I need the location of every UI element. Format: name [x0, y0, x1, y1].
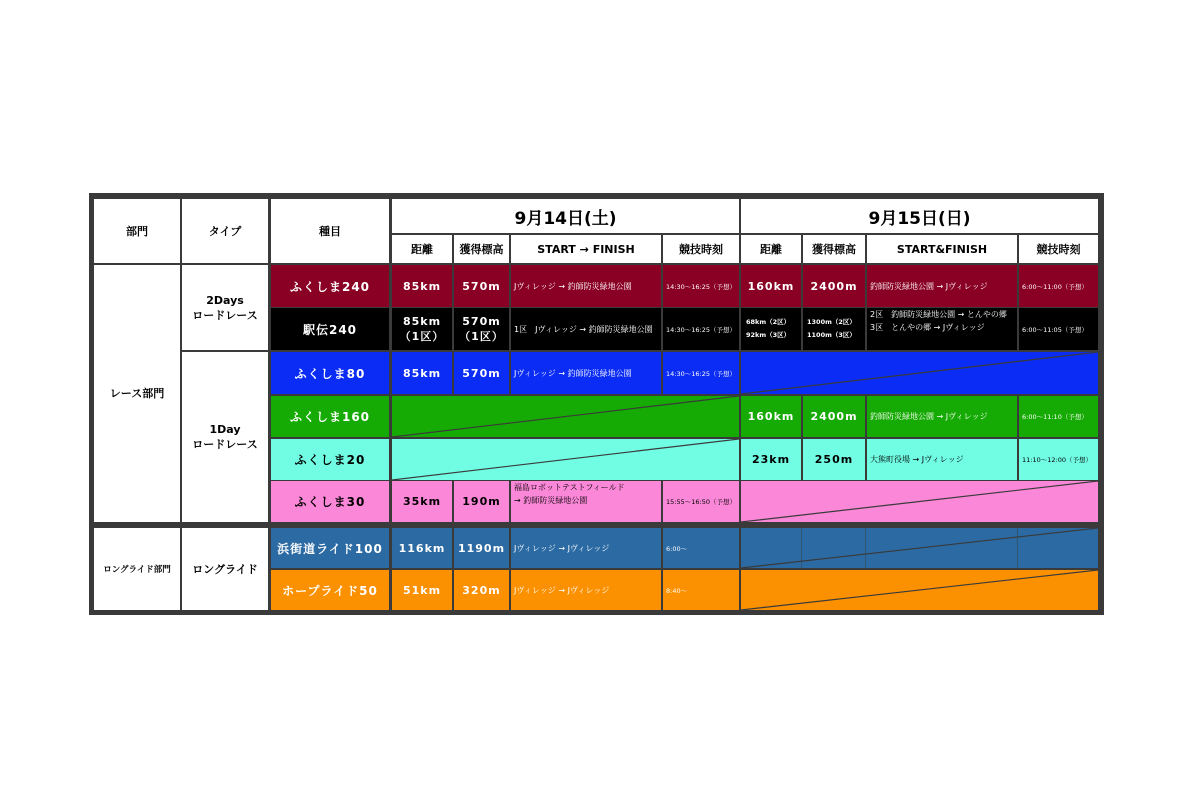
header-day2-distance: 距離 [741, 235, 801, 263]
ekiden-day1-distance [392, 308, 452, 350]
h50-day1-elevation: 320m [454, 570, 509, 610]
h100-day2-not-held [741, 528, 1098, 568]
header-day2-time: 競技時刻 [1019, 235, 1098, 263]
ekiden-day1-route: 1区 Jヴィレッジ → 釣師防災緑地公園 [511, 308, 661, 350]
f30-day1-route-start: 福島ロボットテストフィールド [514, 483, 625, 492]
header-division: 部門 [94, 199, 180, 263]
f20-day2-elevation: 250m [803, 439, 865, 480]
ekiden-day1-elevation-value: 570m [462, 315, 501, 328]
f240-day1-elevation: 570m [454, 265, 509, 307]
header-day2-date: 9月15日(日) [741, 199, 1098, 233]
f20-day1-not-held [392, 439, 739, 480]
f20-day2-distance: 23km [741, 439, 801, 480]
f20-day2-route: 大熊町役場 → Jヴィレッジ [867, 439, 1017, 480]
header-day1-date: 9月14日(土) [392, 199, 739, 233]
header-day2-route: START&FINISH [867, 235, 1017, 263]
f240-day2-route: 釣師防災緑地公園 → Jヴィレッジ [867, 265, 1017, 307]
f160-day2-route: 釣師防災緑地公園 → Jヴィレッジ [867, 396, 1017, 437]
event-fukushima80: ふくしま80 [271, 352, 389, 394]
ekiden-day2-route-leg3: 3区 とんやの郷 → Jヴィレッジ [870, 323, 985, 332]
f160-day1-not-held [392, 396, 739, 437]
event-fukushima20: ふくしま20 [271, 439, 389, 480]
header-day1-elevation: 獲得標高 [454, 235, 509, 263]
event-hope-ride50: ホープライド50 [271, 570, 389, 610]
type-1day-road-race [182, 352, 268, 522]
ekiden-day1-distance-leg: （1区） [399, 330, 445, 343]
ekiden-day2-elevation [803, 308, 865, 350]
ekiden-day2-time: 6:00〜11:05（予想） [1019, 308, 1098, 350]
h50-day2-not-held [741, 570, 1098, 610]
f240-day2-time: 6:00〜11:00（予想） [1019, 265, 1098, 307]
f30-day1-time: 15:55〜16:50（予想） [663, 481, 739, 522]
ekiden-day2-route [867, 308, 1017, 350]
ekiden-day2-distance-leg2: 68km（2区） [746, 318, 791, 326]
ekiden-day1-elevation [454, 308, 509, 350]
ekiden-day2-elevation-leg3: 1100m（3区） [807, 331, 856, 339]
ekiden-day2-elevation-leg2: 1300m（2区） [807, 318, 856, 326]
h50-day1-route: Jヴィレッジ → Jヴィレッジ [511, 570, 661, 610]
f160-day2-distance: 160km [741, 396, 801, 437]
f80-day1-distance: 85km [392, 352, 452, 394]
f80-day1-time: 14:30〜16:25（予想） [663, 352, 739, 394]
ekiden-day2-distance [741, 308, 801, 350]
type-1day-sub-label: ロードレース [192, 438, 258, 451]
ekiden-day1-time: 14:30〜16:25（予想） [663, 308, 739, 350]
f80-day1-route: Jヴィレッジ → 釣師防災緑地公園 [511, 352, 661, 394]
h100-day2-faint-divider [865, 528, 866, 568]
type-2days-road-race [182, 265, 268, 350]
f240-day1-distance: 85km [392, 265, 452, 307]
h100-day1-time: 6:00〜 [663, 528, 739, 568]
f30-day2-not-held [741, 481, 1098, 522]
event-ekiden240: 駅伝240 [271, 308, 389, 350]
h100-day1-distance: 116km [392, 528, 452, 568]
f30-day1-elevation: 190m [454, 481, 509, 522]
h100-day1-route: Jヴィレッジ → Jヴィレッジ [511, 528, 661, 568]
h100-day2-faint-divider [801, 528, 802, 568]
h50-day1-distance: 51km [392, 570, 452, 610]
f160-day2-time: 6:00〜11:10（予想） [1019, 396, 1098, 437]
f30-day1-distance: 35km [392, 481, 452, 522]
f80-day1-elevation: 570m [454, 352, 509, 394]
type-2days-sub-label: ロードレース [192, 308, 258, 322]
division-race: レース部門 [94, 265, 180, 522]
f160-day2-elevation: 2400m [803, 396, 865, 437]
event-schedule-table [89, 193, 1104, 615]
ekiden-day2-route-leg2: 2区 釣師防災緑地公園 → とんやの郷 [870, 310, 1007, 319]
header-day1-time: 競技時刻 [663, 235, 739, 263]
ekiden-day2-distance-leg3: 92km（3区） [746, 331, 791, 339]
event-fukushima30: ふくしま30 [271, 481, 389, 522]
f240-day2-elevation: 2400m [803, 265, 865, 307]
type-2days-label: 2Days [206, 293, 244, 307]
f240-day1-route: Jヴィレッジ → 釣師防災緑地公園 [511, 265, 661, 307]
f240-day2-distance: 160km [741, 265, 801, 307]
ekiden-day1-distance-value: 85km [402, 315, 442, 328]
header-day1-route: START → FINISH [511, 235, 661, 263]
header-day1-distance: 距離 [392, 235, 452, 263]
event-fukushima240: ふくしま240 [271, 265, 389, 307]
division-longride: ロングライド部門 [94, 528, 180, 610]
f30-day1-route [511, 481, 661, 522]
header-type: タイプ [182, 199, 268, 263]
h100-day2-faint-divider [1017, 528, 1018, 568]
event-fukushima160: ふくしま160 [271, 396, 389, 437]
f80-day2-not-held [741, 352, 1098, 394]
ekiden-day1-elevation-leg: （1区） [459, 330, 504, 343]
event-hamakaido-ride100: 浜街道ライド100 [271, 528, 389, 568]
header-day2-elevation: 獲得標高 [803, 235, 865, 263]
f20-day2-time: 11:10〜12:00（予想） [1019, 439, 1098, 480]
header-event: 種目 [271, 199, 389, 263]
f240-day1-time: 14:30〜16:25（予想） [663, 265, 739, 307]
type-1day-label: 1Day [209, 423, 241, 436]
h50-day1-time: 8:40〜 [663, 570, 739, 610]
f30-day1-route-finish: → 釣師防災緑地公園 [514, 496, 588, 505]
h100-day1-elevation: 1190m [454, 528, 509, 568]
type-longride: ロングライド [182, 528, 268, 610]
